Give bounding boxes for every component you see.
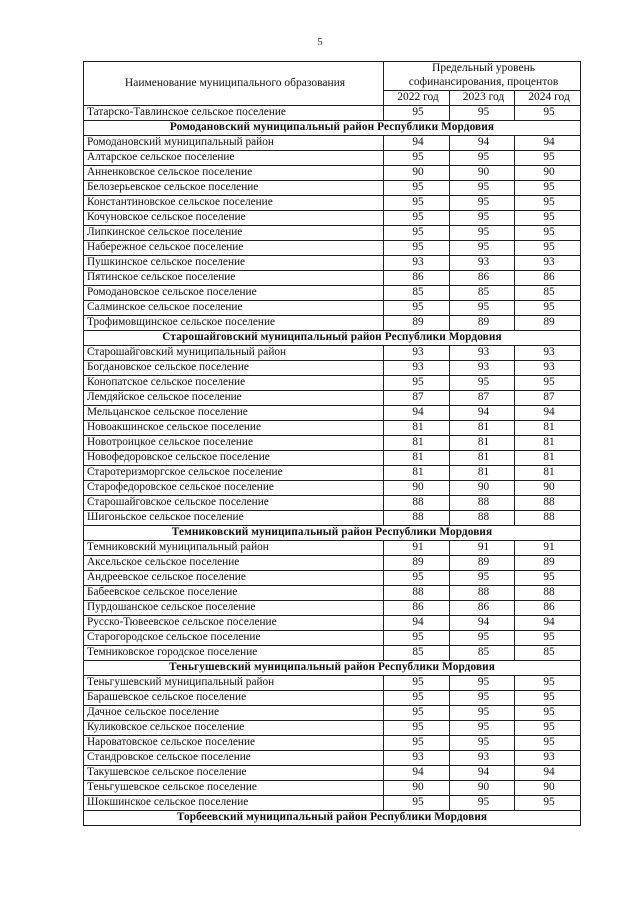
header-cofinancing-level [384,62,581,91]
value-2022: 85 [384,645,450,660]
section-header-row [84,660,581,675]
table-row [84,450,581,465]
value-2022: 93 [384,360,450,375]
value-2022: 95 [384,675,450,690]
value-2022: 88 [384,510,450,525]
table-row [84,510,581,525]
section-header-row [84,810,581,825]
value-2023: 90 [450,480,515,495]
table-row [84,645,581,660]
header-year-2022: 2022 год [384,90,450,105]
value-2023: 95 [450,300,515,315]
value-2024: 95 [515,300,581,315]
value-2024: 81 [515,450,581,465]
table-row [84,585,581,600]
value-2023: 95 [450,735,515,750]
table-row [84,270,581,285]
value-2024: 89 [515,555,581,570]
value-2022: 81 [384,420,450,435]
header-year-2023: 2023 год [450,90,515,105]
municipality-name: Теньгушевское сельское поселение [84,780,384,795]
table-row [84,615,581,630]
municipality-name: Темниковское городское поселение [84,645,384,660]
value-2024: 95 [515,225,581,240]
value-2024: 94 [515,405,581,420]
municipality-name: Богдановское сельское поселение [84,360,384,375]
value-2024: 85 [515,285,581,300]
value-2024: 95 [515,690,581,705]
municipality-name: Бабеевское сельское поселение [84,585,384,600]
value-2024: 95 [515,735,581,750]
value-2023: 95 [450,570,515,585]
header-level-line2: софинансирования, процентов [408,75,559,88]
value-2024: 95 [515,795,581,810]
value-2022: 95 [384,720,450,735]
value-2023: 94 [450,135,515,150]
value-2022: 95 [384,180,450,195]
value-2022: 94 [384,135,450,150]
value-2024: 94 [515,135,581,150]
value-2023: 94 [450,405,515,420]
section-header-row [84,330,581,345]
table-row [84,540,581,555]
table-row [84,345,581,360]
section-title: Старошайговский муниципальный район Республики Мордовия [84,330,581,345]
municipality-name: Шигоньское сельское поселение [84,510,384,525]
value-2023: 88 [450,510,515,525]
value-2023: 85 [450,285,515,300]
municipality-name: Русско-Тювеевское сельское поселение [84,615,384,630]
table-row [84,165,581,180]
value-2023: 95 [450,195,515,210]
value-2024: 81 [515,420,581,435]
value-2024: 95 [515,720,581,735]
value-2022: 95 [384,375,450,390]
municipality-name: Мельцанское сельское поселение [84,405,384,420]
table-row [84,105,581,120]
value-2023: 91 [450,540,515,555]
value-2022: 93 [384,750,450,765]
value-2023: 94 [450,765,515,780]
value-2022: 90 [384,480,450,495]
value-2024: 87 [515,390,581,405]
section-header-row [84,120,581,135]
value-2023: 81 [450,465,515,480]
municipality-name: Ромодановский муниципальный район [84,135,384,150]
table-row [84,600,581,615]
table-row [84,690,581,705]
value-2024: 94 [515,765,581,780]
value-2024: 95 [515,180,581,195]
value-2023: 94 [450,615,515,630]
value-2022: 95 [384,225,450,240]
value-2023: 81 [450,435,515,450]
table-row [84,180,581,195]
value-2024: 94 [515,615,581,630]
value-2024: 86 [515,270,581,285]
municipality-name: Константиновское сельское поселение [84,195,384,210]
municipality-name: Старошайговское сельское поселение [84,495,384,510]
value-2024: 90 [515,165,581,180]
value-2024: 95 [515,675,581,690]
municipality-name: Старогородское сельское поселение [84,630,384,645]
table-row [84,750,581,765]
table-row [84,435,581,450]
value-2024: 88 [515,585,581,600]
value-2023: 93 [450,255,515,270]
value-2023: 95 [450,705,515,720]
value-2022: 81 [384,465,450,480]
value-2022: 95 [384,705,450,720]
value-2024: 93 [515,345,581,360]
value-2023: 95 [450,795,515,810]
table-row [84,675,581,690]
value-2023: 95 [450,375,515,390]
table-row [84,765,581,780]
table-row [84,405,581,420]
municipality-name: Теньгушевский муниципальный район [84,675,384,690]
value-2022: 93 [384,345,450,360]
value-2022: 89 [384,555,450,570]
municipality-name: Шокшинское сельское поселение [84,795,384,810]
table-row [84,150,581,165]
table-row [84,555,581,570]
value-2023: 86 [450,600,515,615]
value-2022: 95 [384,795,450,810]
value-2023: 95 [450,210,515,225]
table-row [84,570,581,585]
table-row [84,240,581,255]
municipality-name: Новоакшинское сельское поселение [84,420,384,435]
value-2024: 95 [515,105,581,120]
value-2023: 95 [450,180,515,195]
municipality-name: Пятинское сельское поселение [84,270,384,285]
section-title: Ромодановский муниципальный район Республики Мордовия [84,120,581,135]
value-2022: 95 [384,210,450,225]
municipality-name: Старошайговский муниципальный район [84,345,384,360]
value-2022: 88 [384,495,450,510]
municipality-name: Липкинское сельское поселение [84,225,384,240]
municipality-name: Конопатское сельское поселение [84,375,384,390]
value-2022: 93 [384,255,450,270]
municipality-name: Стандровское сельское поселение [84,750,384,765]
table-row [84,495,581,510]
municipality-name: Старотеризморгское сельское поселение [84,465,384,480]
value-2024: 95 [515,195,581,210]
value-2022: 95 [384,195,450,210]
value-2023: 88 [450,495,515,510]
value-2022: 95 [384,240,450,255]
value-2022: 86 [384,600,450,615]
value-2022: 94 [384,405,450,420]
table-body [84,105,581,825]
table-row [84,255,581,270]
section-title: Теньгушевский муниципальный район Республики Мордовия [84,660,581,675]
table-row [84,630,581,645]
value-2023: 86 [450,270,515,285]
table-row [84,735,581,750]
municipality-name: Алтарское сельское поселение [84,150,384,165]
value-2024: 85 [515,645,581,660]
municipality-name: Пушкинское сельское поселение [84,255,384,270]
cofinancing-table [83,61,581,826]
municipality-name: Ромодановское сельское поселение [84,285,384,300]
value-2024: 81 [515,435,581,450]
value-2024: 95 [515,570,581,585]
value-2024: 81 [515,465,581,480]
value-2024: 95 [515,210,581,225]
municipality-name: Белозерьевское сельское поселение [84,180,384,195]
value-2022: 91 [384,540,450,555]
header-year-2024: 2024 год [515,90,581,105]
table-row [84,315,581,330]
municipality-name: Татарско-Тавлинское сельское поселение [84,105,384,120]
value-2023: 90 [450,165,515,180]
value-2022: 89 [384,315,450,330]
value-2023: 81 [450,420,515,435]
value-2023: 81 [450,450,515,465]
value-2023: 95 [450,720,515,735]
municipality-name: Аксельское сельское поселение [84,555,384,570]
section-title: Темниковский муниципальный район Республики Мордовия [84,525,581,540]
municipality-name: Лемдяйское сельское поселение [84,390,384,405]
value-2023: 93 [450,360,515,375]
value-2023: 95 [450,630,515,645]
value-2024: 93 [515,255,581,270]
value-2022: 95 [384,630,450,645]
value-2023: 89 [450,315,515,330]
municipality-name: Старофедоровское сельское поселение [84,480,384,495]
value-2023: 95 [450,225,515,240]
value-2023: 85 [450,645,515,660]
value-2023: 93 [450,345,515,360]
value-2024: 90 [515,480,581,495]
value-2022: 95 [384,150,450,165]
section-title: Торбеевский муниципальный район Республики Мордовия [84,810,581,825]
value-2022: 87 [384,390,450,405]
value-2022: 81 [384,450,450,465]
value-2024: 88 [515,495,581,510]
municipality-name: Новофедоровское сельское поселение [84,450,384,465]
municipality-name: Новотроицкое сельское поселение [84,435,384,450]
value-2024: 95 [515,705,581,720]
municipality-name: Набережное сельское поселение [84,240,384,255]
table-row [84,420,581,435]
value-2022: 94 [384,615,450,630]
value-2024: 90 [515,780,581,795]
municipality-name: Такушевское сельское поселение [84,765,384,780]
value-2023: 95 [450,240,515,255]
municipality-name: Темниковский муниципальный район [84,540,384,555]
value-2023: 95 [450,690,515,705]
value-2022: 90 [384,165,450,180]
value-2024: 95 [515,240,581,255]
municipality-name: Барашевское сельское поселение [84,690,384,705]
value-2023: 89 [450,555,515,570]
value-2022: 88 [384,585,450,600]
table-row [84,375,581,390]
table-row [84,360,581,375]
table-row [84,705,581,720]
value-2022: 86 [384,270,450,285]
municipality-name: Нароватовское сельское поселение [84,735,384,750]
value-2022: 85 [384,285,450,300]
value-2022: 95 [384,735,450,750]
header-name: Наименование муниципального образования [84,62,384,106]
value-2022: 95 [384,300,450,315]
header-level-line1: Предельный уровень [432,62,535,74]
table-row [84,135,581,150]
value-2023: 95 [450,675,515,690]
value-2022: 81 [384,435,450,450]
value-2022: 95 [384,105,450,120]
value-2024: 95 [515,375,581,390]
municipality-name: Трофимовщинское сельское поселение [84,315,384,330]
table-row [84,795,581,810]
municipality-name: Анненковское сельское поселение [84,165,384,180]
value-2024: 93 [515,360,581,375]
value-2022: 95 [384,690,450,705]
value-2023: 90 [450,780,515,795]
table-row [84,720,581,735]
table-row [84,195,581,210]
municipality-name: Андреевское сельское поселение [84,570,384,585]
section-header-row [84,525,581,540]
municipality-name: Кочуновское сельское поселение [84,210,384,225]
value-2024: 95 [515,150,581,165]
table-row [84,210,581,225]
municipality-name: Пурдошанское сельское поселение [84,600,384,615]
page-number: 5 [317,36,323,48]
value-2024: 95 [515,630,581,645]
value-2024: 93 [515,750,581,765]
value-2022: 95 [384,570,450,585]
value-2024: 88 [515,510,581,525]
value-2023: 93 [450,750,515,765]
value-2022: 94 [384,765,450,780]
table-row [84,390,581,405]
municipality-name: Салминское сельское поселение [84,300,384,315]
value-2024: 91 [515,540,581,555]
table-row [84,465,581,480]
municipality-name: Куликовское сельское поселение [84,720,384,735]
value-2023: 87 [450,390,515,405]
table-row [84,780,581,795]
table-row [84,285,581,300]
table-row [84,225,581,240]
value-2023: 95 [450,105,515,120]
value-2024: 89 [515,315,581,330]
value-2023: 88 [450,585,515,600]
table-row [84,480,581,495]
table-row [84,300,581,315]
value-2024: 86 [515,600,581,615]
value-2023: 95 [450,150,515,165]
municipality-name: Дачное сельское поселение [84,705,384,720]
value-2022: 90 [384,780,450,795]
